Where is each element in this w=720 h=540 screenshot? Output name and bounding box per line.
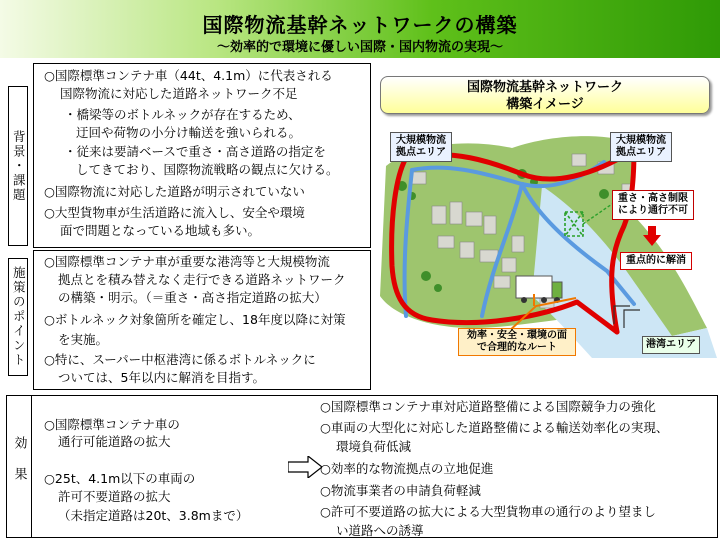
logistics-area-left-line2: 拠点エリア — [396, 147, 446, 158]
effect-right-line: ○許可不要道路の拡大による大型貨物車の通行のより望まし — [320, 504, 656, 519]
background-line: ・橋梁等のボトルネックが存在するため、 — [64, 107, 301, 122]
restriction-line1: 重さ・高さ制限 — [618, 193, 688, 204]
resolve-label: 重点的に解消 — [620, 252, 692, 270]
effect-right-line: ○国際標準コンテナ車対応道路整備による国際競争力の強化 — [320, 399, 656, 414]
restriction-label — [612, 190, 694, 220]
restriction-line2: により通行不可 — [618, 205, 688, 216]
policy-line: ○特に、スーパー中枢港湾に係るボトルネックに — [44, 352, 316, 367]
network-header-line2: 構築イメージ — [506, 97, 584, 112]
effect-left-line: 通行可能道路の拡大 — [58, 434, 171, 449]
policy-label: 施策のポイント — [8, 258, 28, 376]
effect-right-line: ○効率的な物流拠点の立地促進 — [320, 461, 494, 476]
effect-right-line: 環境負荷低減 — [336, 439, 412, 454]
effect-right-line: ○車両の大型化に対応した道路整備による輸送効率化の実現、 — [320, 420, 669, 435]
logistics-area-left-label — [390, 132, 452, 162]
page-subtitle: ～効率的で環境に優しい国際・国内物流の実現～ — [216, 40, 503, 55]
network-illustration — [372, 66, 717, 358]
policy-line: ○国際標準コンテナ車が重要な港湾等と大規模物流 — [44, 254, 330, 269]
logistics-area-right-line1: 大規模物流 — [616, 135, 666, 146]
rational-route-label — [458, 328, 576, 356]
background-line: ○大型貨物車が生活道路に流入し、安全や環境 — [44, 205, 305, 220]
effect-left-line: ○国際標準コンテナ車の — [44, 417, 180, 432]
background-line: 国際物流に対応した道路ネットワーク不足 — [60, 86, 298, 101]
background-line: 面で問題となっている地域も多い。 — [60, 223, 261, 238]
logistics-area-right-label — [610, 132, 672, 162]
logistics-area-left-line1: 大規模物流 — [396, 135, 446, 146]
policy-line: ついては、5年以内に解消を目指す。 — [58, 370, 265, 385]
background-line: 迂回や荷物の小分け輸送を強いられる。 — [76, 125, 302, 140]
policy-line: の構築・明示。（＝重さ・高さ指定道路の拡大） — [58, 290, 327, 305]
arrow-down-icon — [643, 226, 661, 246]
rational-route-line1: 効率・安全・環境の面 — [467, 330, 567, 341]
background-line: ○国際物流に対応した道路が明示されていない — [44, 184, 305, 199]
background-line: ○国際標準コンテナ車（44t、4.1m）に代表される — [44, 68, 333, 83]
effect-right-line: い道路への誘導 — [336, 523, 424, 538]
policy-line: ○ボトルネック対象箇所を確定し、18年度以降に対策 — [44, 312, 346, 327]
right-arrow-icon — [288, 456, 322, 478]
port-area-label: 港湾エリア — [642, 336, 700, 354]
network-header-line1: 国際物流基幹ネットワーク — [466, 80, 623, 95]
logistics-area-right-line2: 拠点エリア — [616, 147, 666, 158]
effect-right-line: ○物流事業者の申請負荷軽減 — [320, 483, 481, 498]
effect-label: 効果 — [6, 395, 32, 538]
effect-left-line: 許可不要道路の拡大 — [58, 489, 171, 504]
title-banner — [0, 0, 720, 58]
effect-left-line: ○25t、4.1m以下の車両の — [44, 471, 196, 486]
rational-route-line2: で合理的なルート — [477, 342, 557, 353]
page-title: 国際物流基幹ネットワークの構築 — [202, 13, 518, 37]
policy-line: 拠点とを積み替えなく走行できる道路ネットワーク — [58, 272, 346, 287]
background-label: 背景・課題 — [8, 86, 28, 246]
background-line: してきており、国際物流戦略の観点に欠ける。 — [76, 162, 339, 177]
background-line: ・従来は要請ベースで重さ・高さ道路の指定を — [64, 144, 326, 159]
policy-line: を実施。 — [58, 332, 109, 347]
effect-left-line: （未指定道路は20t、3.8mまで） — [58, 508, 249, 523]
